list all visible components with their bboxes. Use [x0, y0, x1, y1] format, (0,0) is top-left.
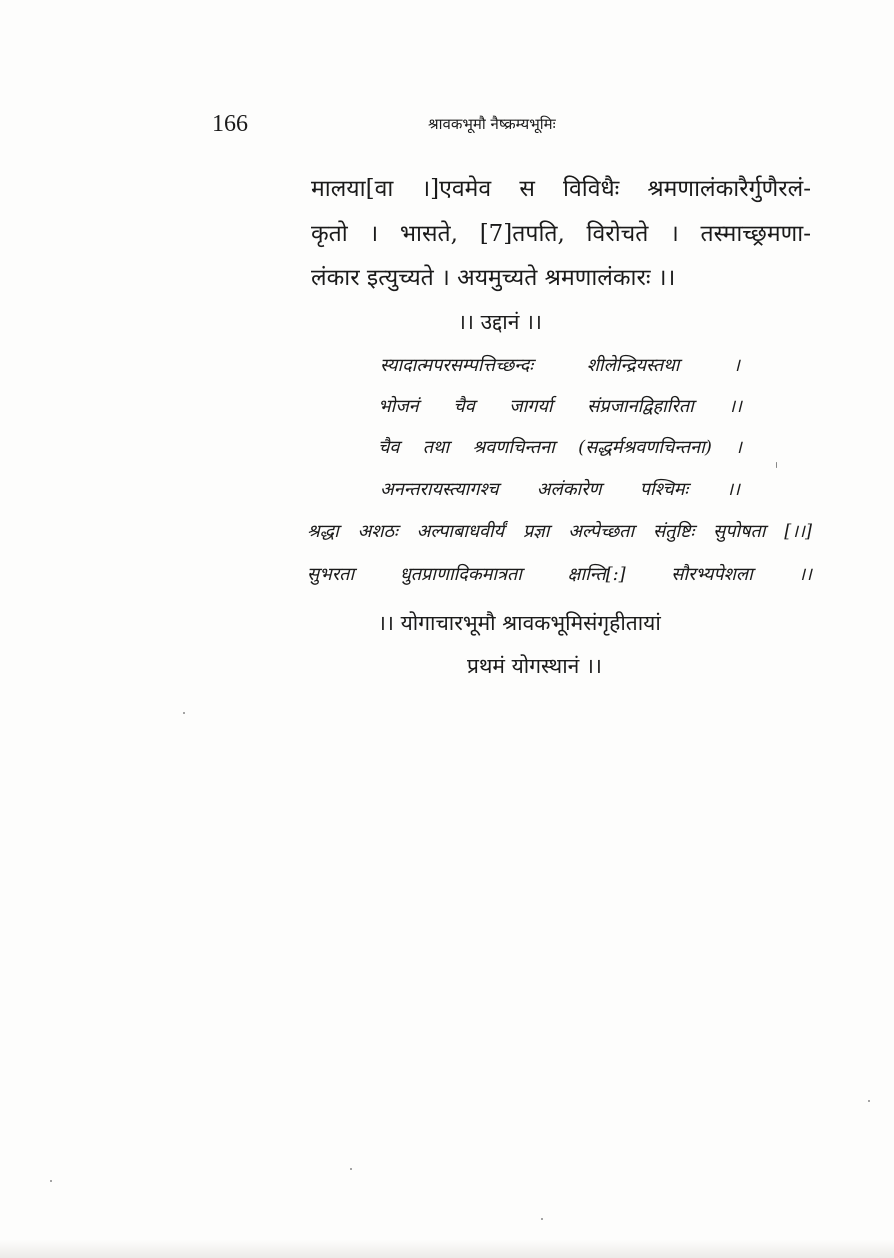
scan-speck — [50, 1180, 52, 1182]
colophon-line: प्रथमं योगस्थानं ।। — [467, 654, 602, 678]
verse-line: सुभरता धुतप्राणादिकमात्रता क्षान्ति[:] सौरभ्यपेशला ।। — [307, 564, 812, 585]
scan-speck — [350, 1168, 352, 1170]
verse-line: स्यादात्मपरसम्पत्तिच्छन्दः शीलेन्द्रियस्तथा । — [380, 355, 740, 376]
colophon-line: ।। योगाचारभूमौ श्रावकभूमिसंगृहीतायां — [378, 611, 661, 635]
scan-speck — [541, 1218, 543, 1220]
scan-speck — [776, 462, 777, 468]
scan-speck — [868, 1100, 870, 1102]
prose-line: लंकार इत्युच्यते । अयमुच्यते श्रमणालंकारः ।। — [311, 265, 676, 291]
scan-speck — [183, 712, 185, 714]
verse-line: श्रद्धा अशठः अल्पाबाधवीर्यं प्रज्ञा अल्पेच्छता संतुष्टिः सुपोषता [।।] — [307, 521, 812, 542]
scan-bottom-edge — [0, 1240, 894, 1258]
prose-line: कृतो । भासते, [7]तपति, विरोचते । तस्माच्छ्रमणा- — [311, 221, 811, 247]
running-title: श्रावकभूमौ नैष्क्रम्यभूमिः — [428, 115, 556, 133]
prose-line: मालया[वा ।]एवमेव स विविधैः श्रमणालंकारैर्गुणैरलं- — [311, 176, 811, 202]
page-number: 166 — [212, 111, 248, 137]
verse-line: अनन्तरायस्त्यागश्च अलंकारेण पश्चिमः ।। — [380, 479, 740, 500]
uddana-heading: ।। उद्दानं ।। — [458, 310, 542, 334]
verse-line: चैव तथा श्रवणचिन्तना (सद्धर्मश्रवणचिन्तना) । — [378, 437, 742, 458]
verse-line: भोजनं चैव जागर्या संप्रजानद्विहारिता ।। — [378, 396, 742, 417]
